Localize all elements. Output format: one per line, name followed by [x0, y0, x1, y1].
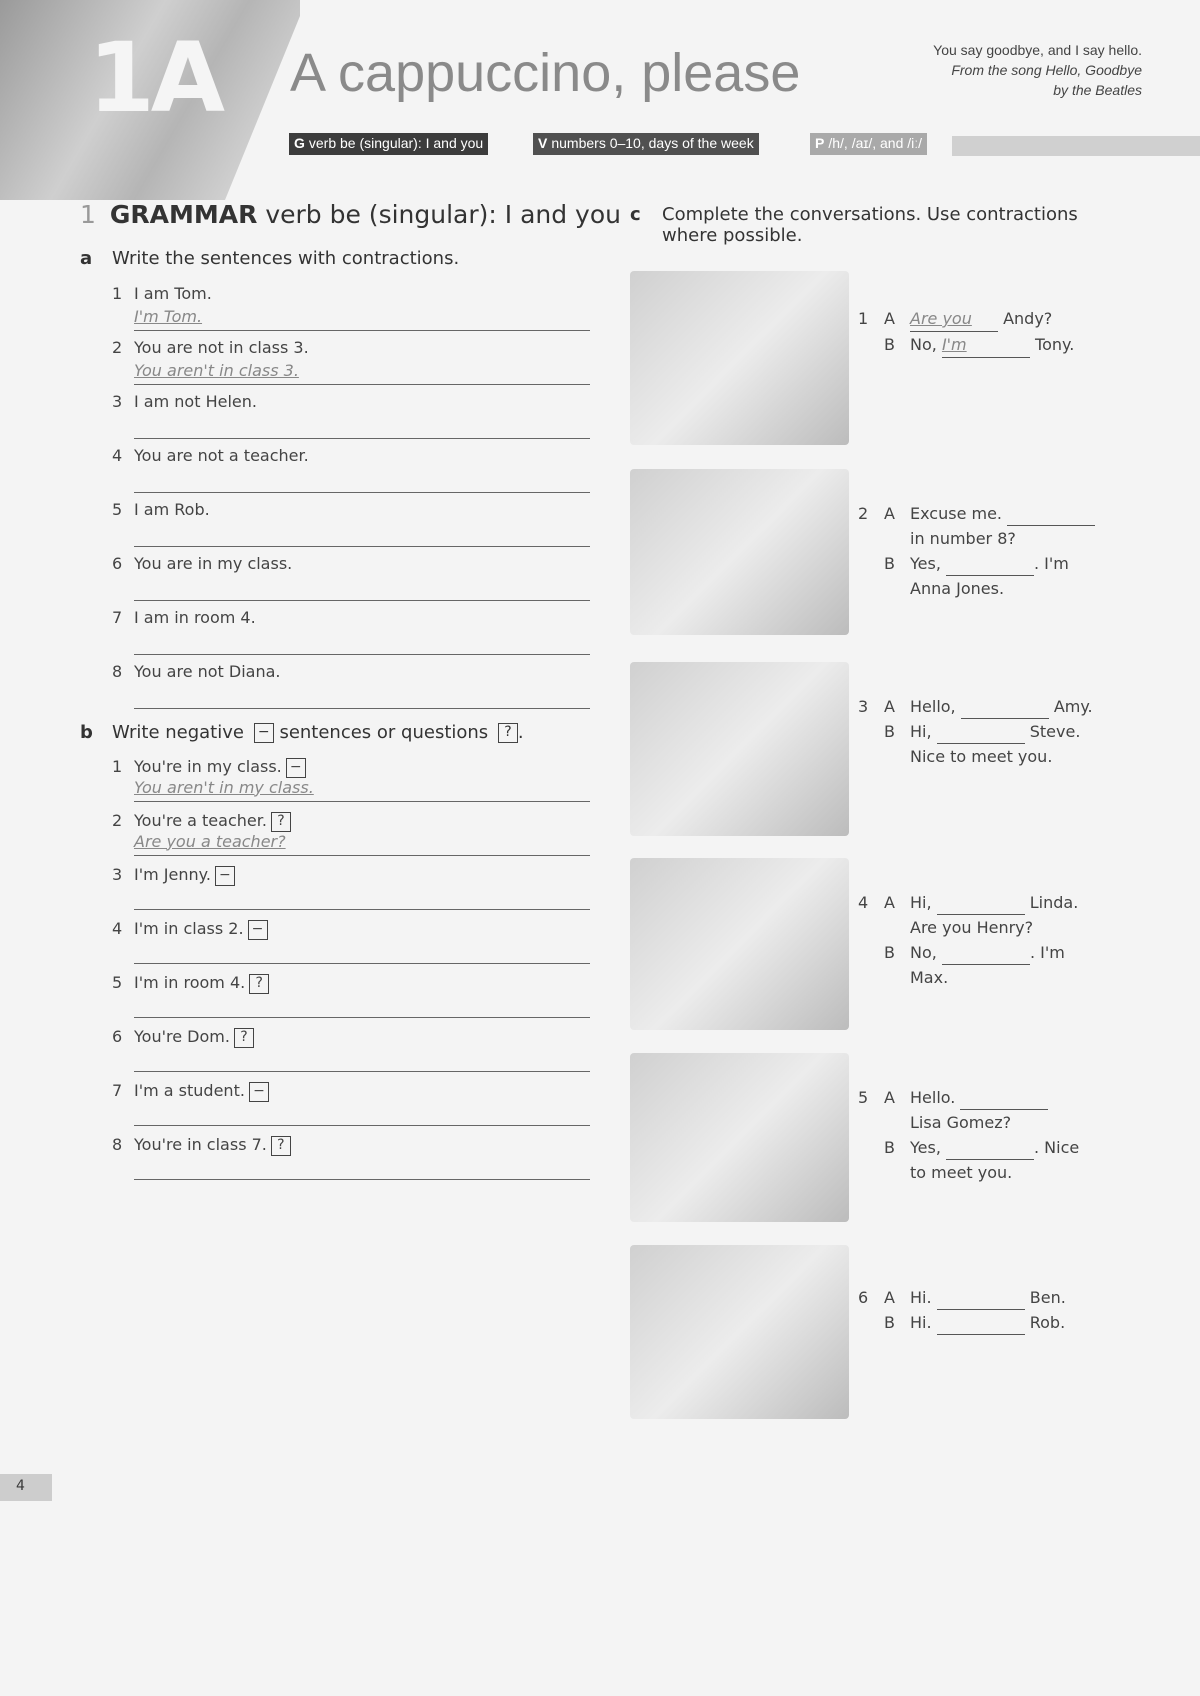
line-text: Amy. [1048, 697, 1093, 716]
answer-blank[interactable] [946, 551, 1034, 576]
item-number: 7 [112, 608, 123, 627]
conversation-illustration [630, 858, 849, 1030]
item-number: 4 [112, 446, 123, 465]
topic-tag [533, 133, 759, 155]
exercise-item [112, 284, 590, 331]
conversation-number: 1 [858, 309, 869, 328]
exercise-a-heading [80, 248, 459, 269]
line-text: Excuse me. [910, 504, 1008, 523]
conversation-illustration [630, 271, 849, 445]
item-number: 8 [112, 1135, 123, 1154]
question-box: ? [249, 974, 269, 994]
header-bar [952, 136, 1200, 156]
speaker-label [884, 965, 910, 990]
item-number: 8 [112, 662, 123, 681]
line-text: Hi, [910, 722, 937, 741]
conversation-number [858, 1160, 884, 1185]
conversation-number [858, 1135, 884, 1160]
line-text: Yes, [910, 554, 946, 573]
speaker-label: B [884, 1138, 895, 1157]
exercise-instruction: Write negative [112, 722, 244, 743]
answer-blank[interactable] [961, 694, 1049, 719]
speaker-label: B [884, 943, 895, 962]
speaker-label: A [884, 1288, 895, 1307]
dialogue-line [858, 1285, 1066, 1310]
item-prompt: You're Dom. [134, 1027, 230, 1046]
line-text: Hi, [910, 893, 937, 912]
line-text: Hello, [910, 697, 961, 716]
item-number: 2 [112, 811, 123, 830]
dialogue-line [858, 965, 1078, 990]
exercise-item [112, 1027, 590, 1072]
answer-line[interactable]: Are you a teacher? [134, 832, 590, 856]
exercise-item [112, 973, 590, 1018]
line-text: Rob. [1024, 1313, 1066, 1332]
item-prompt: You're in class 7. [134, 1135, 267, 1154]
line-text: Linda. [1024, 893, 1079, 912]
conversation-number [858, 965, 884, 990]
tag-letter: V [538, 135, 548, 151]
dialogue-line [858, 576, 1095, 601]
tag-text: /h/, /aɪ/, and /iː/ [828, 135, 923, 151]
tag-text: verb be (singular): I and you [308, 135, 484, 151]
conversation-number [858, 719, 884, 744]
conversation-number: 2 [858, 504, 869, 523]
dialogue-line [858, 526, 1095, 551]
item-number: 3 [112, 392, 123, 411]
item-prompt: I am not Helen. [134, 392, 257, 411]
answer-line[interactable] [134, 1102, 590, 1126]
line-text: No, [910, 943, 942, 962]
exercise-c-heading [630, 204, 1110, 246]
unit-number: 1A [88, 22, 222, 134]
item-prompt: You're in my class. [134, 757, 282, 776]
answer-line[interactable] [134, 940, 590, 964]
dialogue-line [858, 719, 1093, 744]
conversation-number [858, 915, 884, 940]
exercise-item [112, 662, 590, 709]
answer-line[interactable] [134, 631, 590, 655]
conversation-illustration [630, 662, 849, 836]
question-box: ? [271, 1136, 291, 1156]
answer-blank[interactable] [937, 890, 1025, 915]
conversation [858, 306, 1074, 358]
exercise-item [112, 392, 590, 439]
speaker-label [884, 744, 910, 769]
question-box: ? [498, 723, 518, 743]
answer-blank[interactable] [942, 940, 1030, 965]
exercise-instruction: sentences or questions [279, 722, 489, 743]
conversation-illustration [630, 1245, 849, 1419]
dialogue-line [858, 1085, 1079, 1110]
item-prompt: I'm in room 4. [134, 973, 246, 992]
conversation-number: 3 [858, 697, 869, 716]
question-box: ? [234, 1028, 254, 1048]
tag-letter: G [294, 135, 305, 151]
speaker-label [884, 915, 910, 940]
line-text: Yes, [910, 1138, 946, 1157]
dialogue-line [858, 694, 1093, 719]
tag-text: numbers 0–10, days of the week [551, 135, 754, 151]
negative-box: − [215, 866, 235, 886]
conversation-number: 5 [858, 1088, 869, 1107]
line-text: Max. [910, 968, 949, 987]
topic-tag [810, 133, 927, 155]
line-text: Hi. [910, 1313, 937, 1332]
speaker-label: B [884, 554, 895, 573]
line-text: in number 8? [910, 529, 1016, 548]
conversation-number: 6 [858, 1288, 869, 1307]
quote-line: by the Beatles [1053, 82, 1142, 98]
speaker-label: B [884, 722, 895, 741]
dialogue-line [858, 332, 1074, 358]
answer-blank[interactable] [1007, 501, 1095, 526]
answer-blank[interactable] [946, 1135, 1034, 1160]
answer-blank[interactable] [937, 1285, 1025, 1310]
conversation [858, 1285, 1066, 1335]
dialogue-line [858, 551, 1095, 576]
item-prompt: I am Rob. [134, 500, 210, 519]
section-title-rest: verb be (singular): I and you [265, 200, 621, 229]
line-text: Tony. [1029, 335, 1075, 354]
line-text: Hi. [910, 1288, 937, 1307]
exercise-item [112, 608, 590, 655]
answer-line[interactable] [134, 994, 590, 1018]
answer-line[interactable]: You aren't in my class. [134, 778, 590, 802]
dialogue-line [858, 915, 1078, 940]
dialogue-line [858, 306, 1074, 332]
line-text: . Nice [1034, 1138, 1080, 1157]
answer-line[interactable]: I'm Tom. [134, 307, 590, 331]
answer-blank[interactable]: I'm [942, 332, 1030, 358]
item-prompt: I'm Jenny. [134, 865, 211, 884]
exercise-item [112, 919, 590, 964]
item-number: 2 [112, 338, 123, 357]
tag-letter: P [815, 135, 825, 151]
page-title: A cappuccino, please [290, 43, 801, 103]
item-number: 4 [112, 919, 123, 938]
exercise-item [112, 811, 590, 856]
item-number: 1 [112, 284, 123, 303]
exercise-b-heading: b Write negative − sentences or questions ? . [80, 722, 524, 743]
item-prompt: I'm in class 2. [134, 919, 244, 938]
answer-line[interactable] [134, 1048, 590, 1072]
item-prompt: You are not in class 3. [134, 338, 309, 357]
dialogue-line [858, 1310, 1066, 1335]
exercise-label: c [630, 204, 641, 225]
conversation-number [858, 1310, 884, 1335]
item-prompt: You are in my class. [134, 554, 293, 573]
answer-blank[interactable] [937, 719, 1025, 744]
section-heading [80, 200, 621, 229]
line-text: Andy? [998, 309, 1053, 328]
dialogue-line [858, 744, 1093, 769]
exercise-label: a [80, 248, 93, 269]
speaker-label: B [884, 335, 895, 354]
item-number: 3 [112, 865, 123, 884]
answer-blank[interactable] [937, 1310, 1025, 1335]
dialogue-line [858, 940, 1078, 965]
dialogue-line [858, 890, 1078, 915]
line-text: No, [910, 335, 942, 354]
exercise-item [112, 757, 590, 802]
line-text: Lisa Gomez? [910, 1113, 1012, 1132]
conversation-illustration [630, 1053, 849, 1222]
speaker-label: B [884, 1313, 895, 1332]
exercise-item [112, 1081, 590, 1126]
exercise-item [112, 865, 590, 910]
negative-box: − [286, 758, 306, 778]
exercise-instruction: Write the sentences with contractions. [112, 248, 460, 269]
conversation [858, 890, 1078, 990]
line-text: Ben. [1024, 1288, 1066, 1307]
item-number: 6 [112, 554, 123, 573]
conversation [858, 501, 1095, 601]
line-text: . I'm [1029, 943, 1065, 962]
exercise-item [112, 1135, 590, 1180]
item-prompt: I am Tom. [134, 284, 212, 303]
negative-box: − [249, 1082, 269, 1102]
answer-blank[interactable] [960, 1085, 1048, 1110]
conversation-number [858, 1110, 884, 1135]
speaker-label: A [884, 1088, 895, 1107]
dialogue-line [858, 501, 1095, 526]
conversation-number [858, 576, 884, 601]
quote [933, 40, 1142, 100]
line-text: Hello. [910, 1088, 961, 1107]
conversation-number [858, 744, 884, 769]
dialogue-line [858, 1160, 1079, 1185]
answer-blank[interactable]: Are you [910, 306, 998, 332]
exercise-item [112, 554, 590, 601]
question-box: ? [271, 812, 291, 832]
answer-line[interactable] [134, 523, 590, 547]
speaker-label: A [884, 504, 895, 523]
conversation-number [858, 332, 884, 358]
quote-line: From the song Hello, Goodbye [951, 62, 1142, 78]
exercise-label: b [80, 722, 93, 743]
speaker-label: A [884, 309, 895, 328]
speaker-label [884, 1110, 910, 1135]
section-number: 1 [80, 200, 96, 229]
exercise-item [112, 500, 590, 547]
exercise-instruction: Complete the conversations. Use contractions where possible. [662, 204, 1078, 246]
item-prompt: You are not Diana. [134, 662, 281, 681]
answer-line[interactable] [134, 1156, 590, 1180]
conversation-illustration [630, 469, 849, 635]
item-prompt: You are not a teacher. [134, 446, 309, 465]
speaker-label: A [884, 893, 895, 912]
answer-line[interactable] [134, 685, 590, 709]
answer-line[interactable] [134, 886, 590, 910]
speaker-label: A [884, 697, 895, 716]
answer-line[interactable] [134, 415, 590, 439]
quote-line: You say goodbye, and I say hello. [933, 42, 1142, 58]
line-text: Nice to meet you. [910, 747, 1053, 766]
conversation-number: 4 [858, 893, 869, 912]
item-number: 7 [112, 1081, 123, 1100]
item-number: 1 [112, 757, 123, 776]
item-number: 6 [112, 1027, 123, 1046]
dialogue-line [858, 1135, 1079, 1160]
item-number: 5 [112, 500, 123, 519]
conversation-number [858, 551, 884, 576]
negative-box: − [254, 723, 274, 743]
answer-line[interactable]: You aren't in class 3. [134, 361, 590, 385]
item-prompt: I'm a student. [134, 1081, 245, 1100]
item-prompt: I am in room 4. [134, 608, 256, 627]
negative-box: − [248, 920, 268, 940]
page-number: 4 [0, 1474, 52, 1501]
answer-line[interactable] [134, 469, 590, 493]
answer-line[interactable] [134, 577, 590, 601]
conversation-number [858, 526, 884, 551]
line-text: Anna Jones. [910, 579, 1005, 598]
line-text: to meet you. [910, 1163, 1013, 1182]
item-prompt: You're a teacher. [134, 811, 267, 830]
line-text: . I'm [1034, 554, 1069, 573]
line-text: Are you Henry? [910, 918, 1034, 937]
speaker-label [884, 526, 910, 551]
topic-tag [289, 133, 488, 155]
line-text: Steve. [1024, 722, 1081, 741]
conversation [858, 1085, 1079, 1185]
conversation-number [858, 940, 884, 965]
exercise-item [112, 446, 590, 493]
conversation [858, 694, 1093, 769]
speaker-label [884, 576, 910, 601]
dialogue-line [858, 1110, 1079, 1135]
item-number: 5 [112, 973, 123, 992]
speaker-label [884, 1160, 910, 1185]
section-title-bold: GRAMMAR [109, 200, 258, 229]
exercise-item [112, 338, 590, 385]
